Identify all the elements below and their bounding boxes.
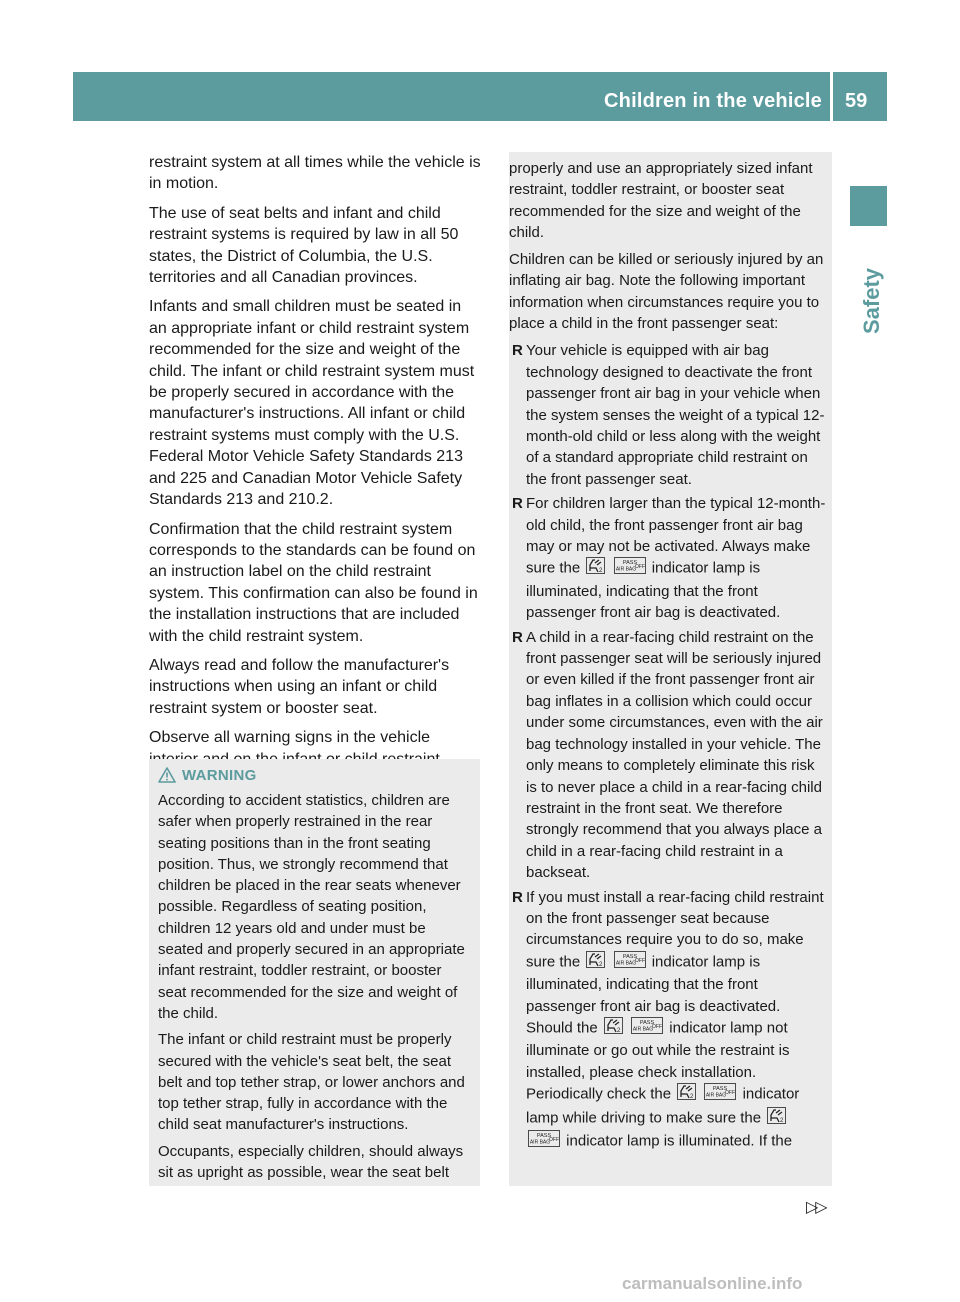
child-seat-icon bbox=[677, 1083, 696, 1106]
list-item bbox=[509, 627, 826, 884]
bullet-marker: R bbox=[512, 628, 523, 646]
list-item-text: indicator lamp while driving to make sure the bbox=[526, 1085, 800, 1127]
paragraph: Confirmation that the child restraint system corresponds to the standards can be found on an instruction label on the child restraint system. This confirmation can also be found in the installation instructions that are included with the child restraint system. bbox=[149, 520, 478, 645]
header-divider bbox=[830, 72, 833, 121]
airbag-off-icon bbox=[631, 1017, 663, 1040]
paragraph: Observe all warning signs in the vehicle bbox=[149, 729, 431, 747]
warning-paragraph: The infant or child restraint must be properly secured with the vehicle's seat belt, the seat belt and top tether strap, or lower anchors and top tether strap, fully in accordance with the child seat manufacturer's instructions. bbox=[158, 1031, 465, 1134]
svg-text:AIR BAG: AIR BAG bbox=[615, 566, 636, 573]
airbag-off-icon bbox=[614, 951, 646, 974]
paragraph: The use of seat belts and infant and child restraint systems is required by law in all 50 states, the District of Columbia, the U.S. territories and all Canadian provinces. bbox=[149, 204, 459, 287]
warning-box bbox=[149, 759, 480, 1186]
svg-text:2: 2 bbox=[599, 568, 603, 575]
list-item-text: indicator lamp is illuminated, indicating that the front passenger front air bag is deactivated. Should the bbox=[526, 953, 781, 1037]
section-tab bbox=[850, 186, 887, 226]
page-number: 59 bbox=[845, 90, 868, 112]
paragraph: Children can be killed or seriously injured by an inflating air bag. Note the following important information when circumstances require you to place a child in the front passenger seat: bbox=[509, 251, 824, 333]
svg-text:OFF: OFF bbox=[634, 564, 645, 571]
continue-marker: ▷▷ bbox=[806, 1199, 825, 1216]
warning-paragraph: According to accident statistics, children are safer when properly restrained in the rear seating positions than in the front seating position. Thus, we strongly recommend that children be placed in the rear seats whenever possible. Regardless of seating position, children 12 years old and under must be seated and properly secured in an appropriate infant restraint, toddler restraint, or booster seat recommended for the size and weight of the child. bbox=[158, 792, 465, 1022]
svg-text:PASS: PASS bbox=[639, 1019, 655, 1026]
airbag-off-icon bbox=[614, 557, 646, 580]
svg-text:AIR BAG: AIR BAG bbox=[632, 1026, 654, 1033]
list-item bbox=[509, 493, 826, 623]
bullet-list bbox=[509, 340, 826, 1153]
header-bar bbox=[73, 72, 887, 121]
airbag-off-icon bbox=[528, 1130, 560, 1153]
list-item-text: A child in a rear-facing child restraint on the front passenger seat will be seriously injured or even killed if the front passenger front air bag inflates in a collision which could occur under some circumstances, even with the air bag technology installed in your vehicle. The only means to completely eliminate this risk is to never place a child in a rear-facing child restraint in the front seat. We therefore strongly recommend that you always place a child in a rear-facing child restraint in a backseat. bbox=[526, 628, 823, 882]
svg-text:PASS: PASS bbox=[622, 953, 637, 960]
paragraph: restraint system at all times while the vehicle is in motion. bbox=[149, 154, 481, 193]
list-item-text: For children larger than the typical 12-month-old child, the front passenger front air bag may or may not be activated. Always make sure the bbox=[526, 495, 826, 578]
svg-text:PASS: PASS bbox=[713, 1086, 728, 1093]
svg-text:AIR BAG: AIR BAG bbox=[615, 960, 636, 967]
section-label-text: Safety bbox=[859, 267, 884, 334]
child-seat-icon bbox=[767, 1107, 786, 1130]
list-item-text: Your vehicle is equipped with air bag technology designed to deactivate the front passenger front air bag in your vehicle when the system senses the weight of a typical 12-month-old child or less along with the weight of a standard appropriate child restraint on the front passenger seat. bbox=[526, 342, 825, 488]
list-item bbox=[509, 887, 826, 1154]
list-item bbox=[509, 340, 826, 490]
bullet-marker: R bbox=[512, 495, 523, 513]
svg-text:2: 2 bbox=[599, 961, 603, 968]
paragraph: properly and use an appropriately sized infant restraint, toddler restraint, or booster seat recommended for the size and weight of the child. bbox=[509, 160, 813, 241]
svg-text:2: 2 bbox=[780, 1117, 784, 1124]
warning-triangle-icon bbox=[158, 767, 176, 783]
svg-text:OFF: OFF bbox=[634, 957, 645, 964]
bullet-marker: R bbox=[512, 342, 523, 360]
svg-text:OFF: OFF bbox=[725, 1090, 736, 1097]
child-seat-icon bbox=[586, 557, 605, 580]
svg-text:OFF: OFF bbox=[549, 1137, 559, 1143]
warning-heading bbox=[158, 764, 472, 786]
svg-text:PASS: PASS bbox=[536, 1133, 552, 1139]
svg-text:OFF: OFF bbox=[652, 1023, 663, 1030]
section-label bbox=[851, 234, 887, 344]
paragraph: Always read and follow the manufacturer's instructions when using an infant or child restraint system or booster seat. bbox=[149, 656, 450, 717]
svg-text:AIR BAG: AIR BAG bbox=[706, 1092, 727, 1099]
airbag-off-icon bbox=[704, 1083, 736, 1106]
svg-text:2: 2 bbox=[616, 1027, 621, 1034]
right-column-box bbox=[509, 152, 832, 1186]
left-column bbox=[149, 152, 482, 778]
watermark: carmanualsonline.info bbox=[622, 1274, 803, 1293]
list-item-text: indicator lamp is illuminated. If the bbox=[566, 1132, 793, 1150]
child-seat-icon bbox=[604, 1017, 623, 1040]
bullet-marker: R bbox=[512, 888, 523, 906]
warning-label: WARNING bbox=[182, 766, 257, 784]
child-seat-icon bbox=[586, 951, 605, 974]
svg-text:2: 2 bbox=[690, 1094, 694, 1101]
svg-text:PASS: PASS bbox=[622, 560, 637, 567]
list-item-text: indicator lamp is illuminated, indicating that the front passenger front air bag is deactivated. bbox=[526, 560, 781, 622]
paragraph: Infants and small children must be seated in an appropriate infant or child restraint system recommended for the size and weight of the child. The infant or child restraint system must be properly secured in accordance with the manufacturer's instructions. All infant or child restraint systems must comply with the U.S. Federal Motor Vehicle Safety Standards 213 and 225 and Canadian Motor Vehicle Safety Standards 213 and 210.2. bbox=[149, 298, 475, 509]
svg-text:AIR BAG: AIR BAG bbox=[529, 1139, 551, 1146]
list-item-text: If you must install a rear-facing child restraint on the front passenger seat because circumstances require you to do so, make sure the bbox=[526, 888, 824, 971]
warning-paragraph: Occupants, especially children, should always sit as upright as possible, wear the seat belt bbox=[158, 1142, 464, 1182]
chapter-title: Children in the vehicle bbox=[604, 90, 822, 112]
list-item-text: indicator lamp not illuminate or go out while the restraint is installed, please check installation. Periodically check the bbox=[526, 1019, 790, 1103]
